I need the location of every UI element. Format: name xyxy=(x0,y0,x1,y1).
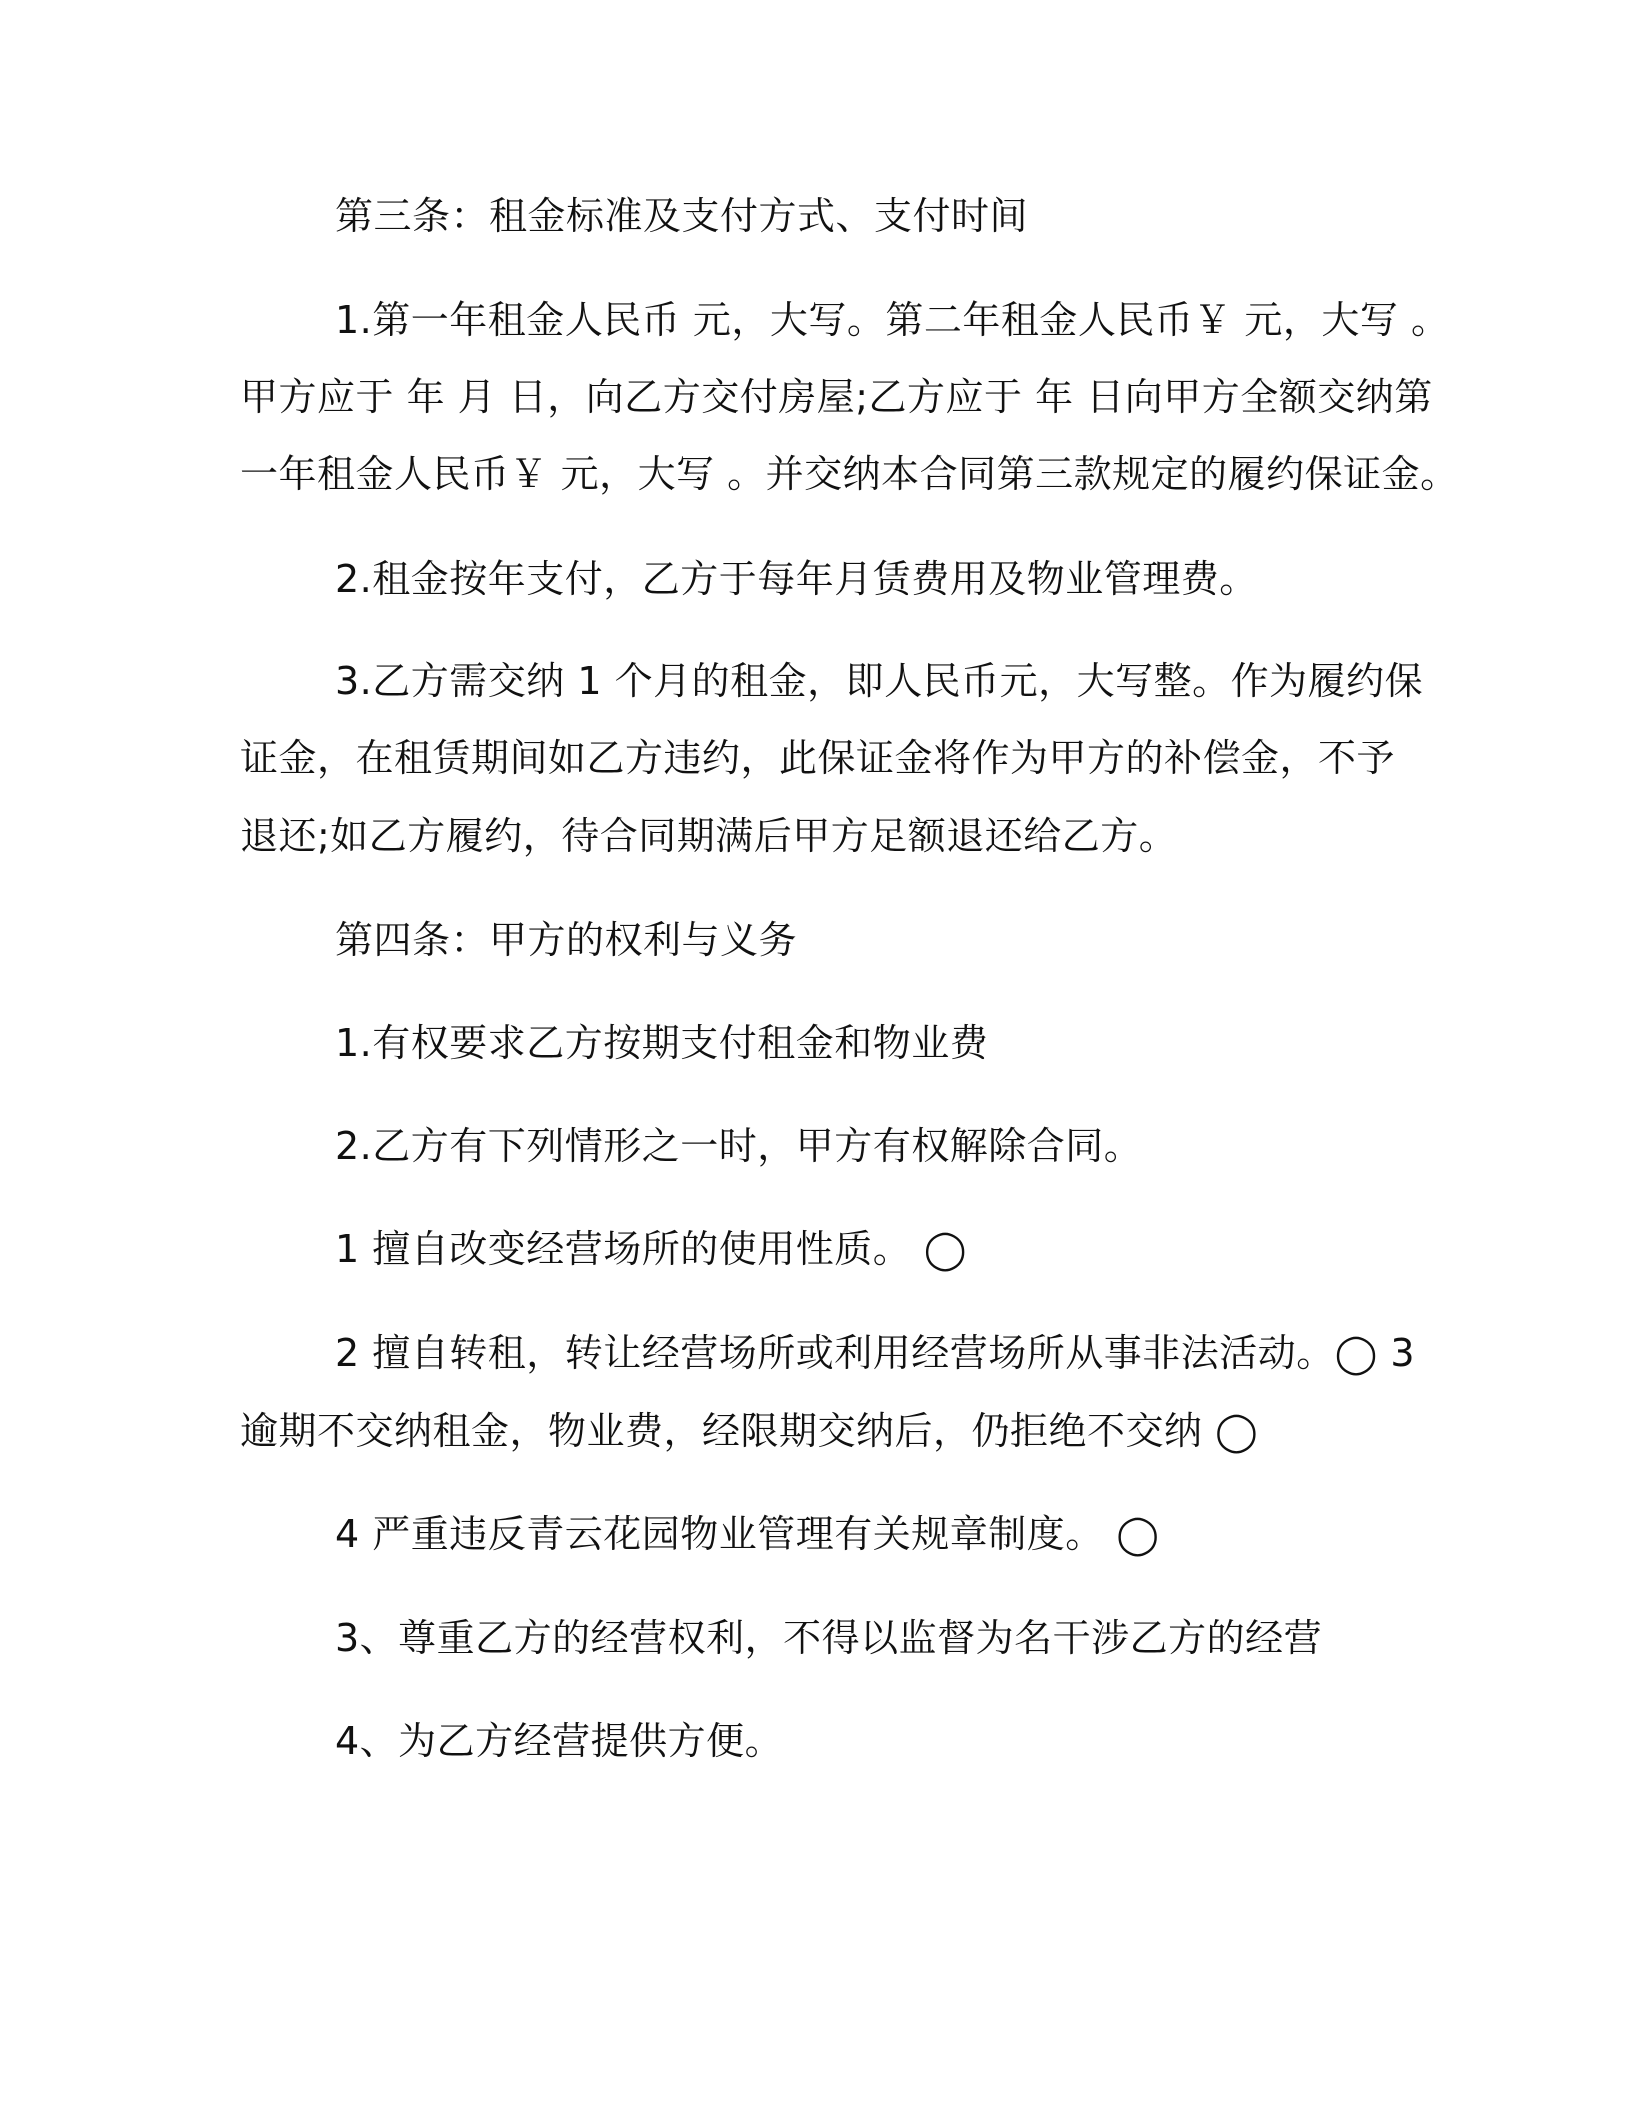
paragraph-line: 1 擅自改变经营场所的使用性质。 ◯ xyxy=(335,1227,967,1271)
paragraph-line: 甲方应于 年 月 日，向乙方交付房屋;乙方应于 年 日向甲方全额交纳第 xyxy=(240,375,1433,419)
paragraph-line: 3、尊重乙方的经营权利，不得以监督为名干涉乙方的经营 xyxy=(335,1616,1323,1660)
article-4-heading: 第四条：甲方的权利与义务 xyxy=(335,918,798,962)
paragraph-line: 逾期不交纳租金，物业费，经限期交纳后，仍拒绝不交纳 ◯ xyxy=(240,1409,1259,1453)
paragraph-line: 2.乙方有下列情形之一时，甲方有权解除合同。 xyxy=(335,1124,1143,1168)
article-3-heading: 第三条：租金标准及支付方式、支付时间 xyxy=(335,194,1029,238)
paragraph-line: 1.有权要求乙方按期支付租金和物业费 xyxy=(335,1021,989,1065)
paragraph-line: 2 擅自转租，转让经营场所或利用经营场所从事非法活动。◯ 3 xyxy=(335,1331,1416,1375)
paragraph-line: 退还;如乙方履约，待合同期满后甲方足额退还给乙方。 xyxy=(240,814,1178,858)
paragraph-line: 证金，在租赁期间如乙方违约，此保证金将作为甲方的补偿金，不予 xyxy=(240,736,1396,780)
paragraph-line: 3.乙方需交纳 1 个月的租金，即人民币元，大写整。作为履约保 xyxy=(335,659,1424,703)
paragraph-line: 2.租金按年支付，乙方于每年月赁费用及物业管理费。 xyxy=(335,557,1258,601)
paragraph-line: 1.第一年租金人民币 元，大写。第二年租金人民币￥ 元，大写 。 xyxy=(335,298,1450,342)
paragraph-line: 4 严重违反青云花园物业管理有关规章制度。 ◯ xyxy=(335,1512,1160,1556)
paragraph-line: 4、为乙方经营提供方便。 xyxy=(335,1719,784,1763)
paragraph-line: 一年租金人民币￥ 元，大写 。并交纳本合同第三款规定的履约保证金。 xyxy=(240,452,1459,496)
